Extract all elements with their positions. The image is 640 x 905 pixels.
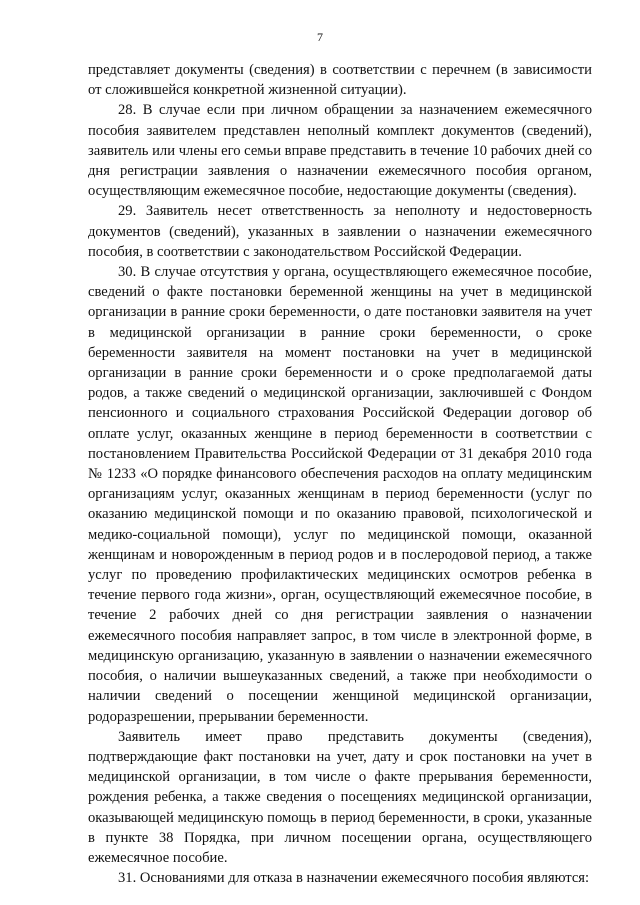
- paragraph-28: 28. В случае если при личном обращении за назначением ежемесячного пособия заявителем представлен неполный комплект документов (сведений), заявитель или члены его семьи вправе представить в течение 10 рабочих дней со дня регистрации заявления о назначении ежемесячного пособия органом, осуществляющим ежемесячное пособие, недостающие документы (сведения).: [88, 102, 592, 200]
- document-body: [88, 60, 592, 888]
- paragraph-31: 31. Основаниями для отказа в назначении ежемесячного пособия являются:: [118, 870, 590, 887]
- paragraph-30-applicant: Заявитель имеет право представить документы (сведения), подтверждающие факт постановки на учет, дату и срок постановки на учет в медицинской организации, в том числе о факте прерывания беременности, рождения ребенка, а также сведения о посещениях медицинской организации, оказывающей медицинскую помощь в период беременности, в сроки, указанные в пункте 38 Порядка, при личном посещении органа, осуществляющего ежемесячное пособие.: [88, 728, 592, 866]
- paragraph-continuation: представляет документы (сведения) в соответствии с перечнем (в зависимости от сложившейся конкретной жизненной ситуации).: [88, 62, 592, 99]
- paragraph-29: 29. Заявитель несет ответственность за неполноту и недостоверность документов (сведений), указанных в заявлении о назначении ежемесячного пособия, в соответствии с законодательством Российской Федерации.: [88, 203, 592, 260]
- paragraph-30: 30. В случае отсутствия у органа, осуществляющего ежемесячное пособие, сведений о факте постановки беременной женщины на учет в медицинской организации в ранние сроки беременности, о дате постановки заявителя на учет в медицинской организации в ранние сроки беременности, о сроке беременности заявителя на момент постановки на учет в медицинской организации в ранние сроки беременности и о сроке предполагаемой даты родов, а также сведений о медицинской организации, заключившей с Фондом пенсионного и социального страхования Российской Федерации договор об оплате услуг, оказанных женщине в период беременности в соответствии с постановлением Правительства Российской Федерации от 31 декабря 2010 года № 1233 «О порядке финансового обеспечения расходов на оплату медицинским организациям услуг, оказанных женщинам в период беременности (услуг по оказанию медицинской помощи и по оказанию правовой, психологической и медико-социальной помощи), услуг по медицинской помощи, оказанной женщинам и новорожденным в период родов и в послеродовой период, а также услуг по проведению профилактических медицинских осмотров ребенка в течение первого года жизни», орган, осуществляющий ежемесячное пособие, в течение 2 рабочих дней со дня регистрации заявления о назначении ежемесячного пособия направляет запрос, в том числе в электронной форме, в медицинскую организацию, указанную в заявлении о назначении ежемесячного пособия, о наличии вышеуказанных сведений, а также при необходимости о наличии сведений о посещении женщиной медицинской организации, родоразрешении, прерывании беременности.: [88, 264, 592, 725]
- page-number: 7: [317, 30, 323, 44]
